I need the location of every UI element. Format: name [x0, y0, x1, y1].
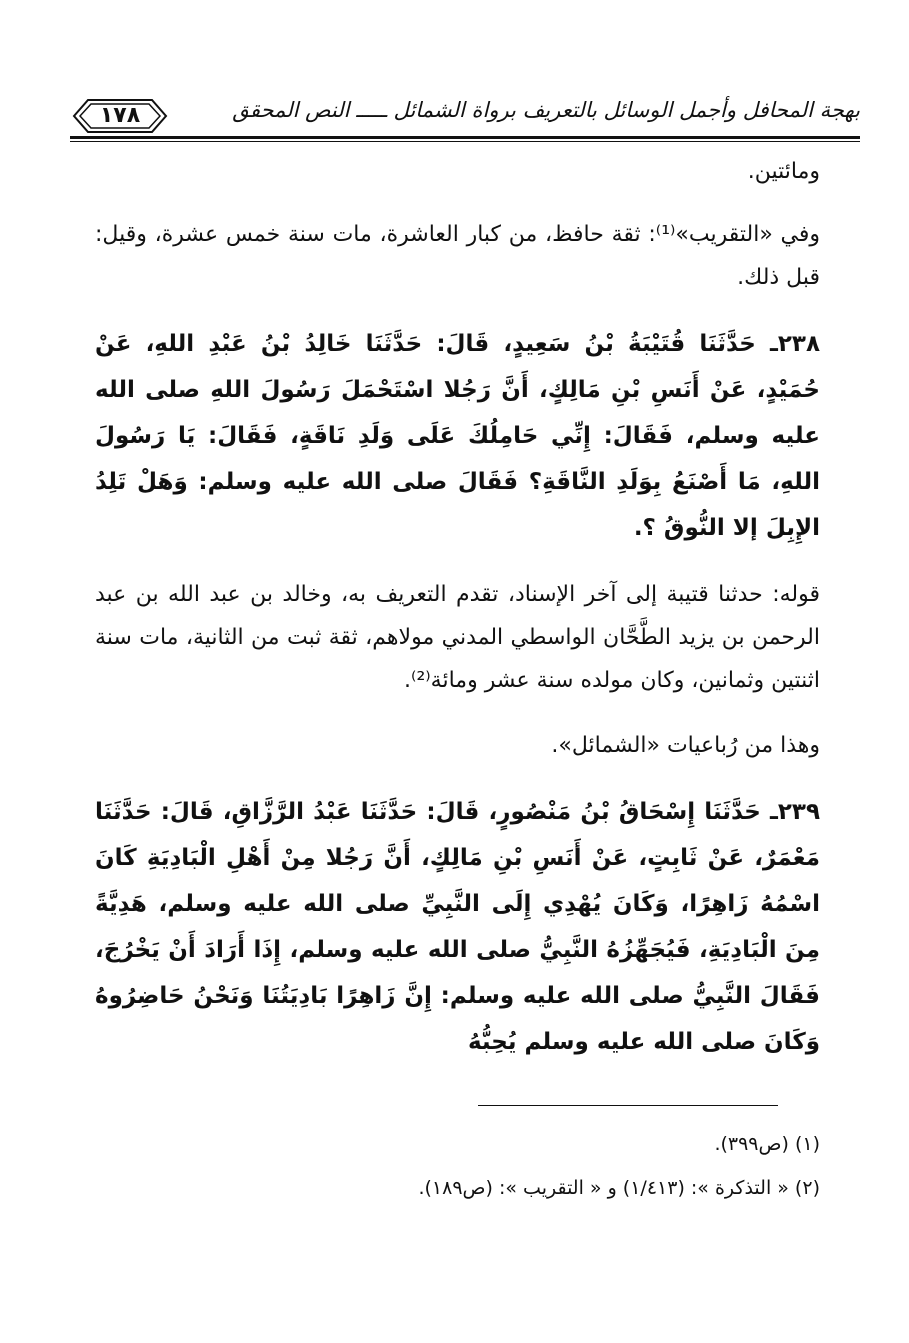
paragraph-continuation: ومائتين.	[747, 159, 820, 184]
footnotes	[95, 1122, 820, 1210]
main-text	[95, 150, 820, 1087]
header-rule-thin	[70, 141, 860, 142]
header-title: بهجة المحافل وأجمل الوسائل بالتعريف برواة الشمائل ـــــ النص المحقق	[232, 98, 860, 122]
page-number-badge	[70, 96, 170, 136]
running-header	[70, 92, 860, 140]
footnote-separator	[478, 1105, 778, 1106]
hadith-238: ٢٣٨ـ حَدَّثَنَا قُتَيْبَةُ بْنُ سَعِيدٍ، قَالَ: حَدَّثَنَا خَالِدُ بْنُ عَبْدِ اللهِ، عَنْ حُمَيْدٍ، عَنْ أَنَسِ بْنِ مَالِكٍ، أَنَّ رَجُلا اسْتَحْمَلَ رَسُولَ اللهِ صلى الله عليه وسلم، فَقَالَ: إِنِّي حَامِلُكَ عَلَى وَلَدِ نَاقَةٍ، فَقَالَ: يَا رَسُولَ اللهِ، مَا أَصْنَعُ بِوَلَدِ النَّاقَةِ؟ فَقَالَ صلى الله عليه وسلم: وَهَلْ تَلِدُ الإِبِلَ إلا النُّوقُ ؟.	[95, 331, 820, 541]
footnote-1: (١) (ص٣٩٩).	[714, 1133, 820, 1155]
paragraph-rubaiyat: وهذا من رُباعيات «الشمائل».	[551, 733, 820, 758]
paragraph-commentary: قوله: حدثنا قتيبة إلى آخر الإسناد، تقدم التعريف به، وخالد بن عبد الله بن عبد الرحمن بن يزيد الطَّحَّان الواسطي المدني مولاهم، ثقة ثبت من الثانية، مات سنة اثنتين وثمانين، وكان مولده سنة عشر ومائة⁽²⁾.	[95, 582, 820, 693]
hadith-239: ٢٣٩ـ حَدَّثَنَا إِسْحَاقُ بْنُ مَنْصُورٍ، قَالَ: حَدَّثَنَا عَبْدُ الرَّزَّاقِ، قَالَ: حَدَّثَنَا مَعْمَرٌ، عَنْ ثَابِتٍ، عَنْ أَنَسِ بْنِ مَالِكٍ، أَنَّ رَجُلا مِنْ أَهْلِ الْبَادِيَةِ كَانَ اسْمُهُ زَاهِرًا، وَكَانَ يُهْدِي إِلَى النَّبِيِّ صلى الله عليه وسلم، هَدِيَّةً مِنَ الْبَادِيَةِ، فَيُجَهِّزُهُ النَّبِيُّ صلى الله عليه وسلم، إِذَا أَرَادَ أَنْ يَخْرُجَ، فَقَالَ النَّبِيُّ صلى الله عليه وسلم: إِنَّ زَاهِرًا بَادِيَتُنَا وَنَحْنُ حَاضِرُوهُ وَكَانَ صلى الله عليه وسلم يُحِبُّهُ	[95, 799, 820, 1055]
page-number: ١٧٨	[99, 103, 141, 128]
header-rule	[70, 136, 860, 139]
paragraph-taqrib-note: وفي «التقريب»⁽¹⁾: ثقة حافظ، من كبار العاشرة، مات سنة خمس عشرة، وقيل: قبل ذلك.	[95, 222, 821, 290]
footnote-2: (٢) « التذكرة »: (١/٤١٣) و « التقريب »: (ص١٨٩).	[418, 1177, 820, 1199]
